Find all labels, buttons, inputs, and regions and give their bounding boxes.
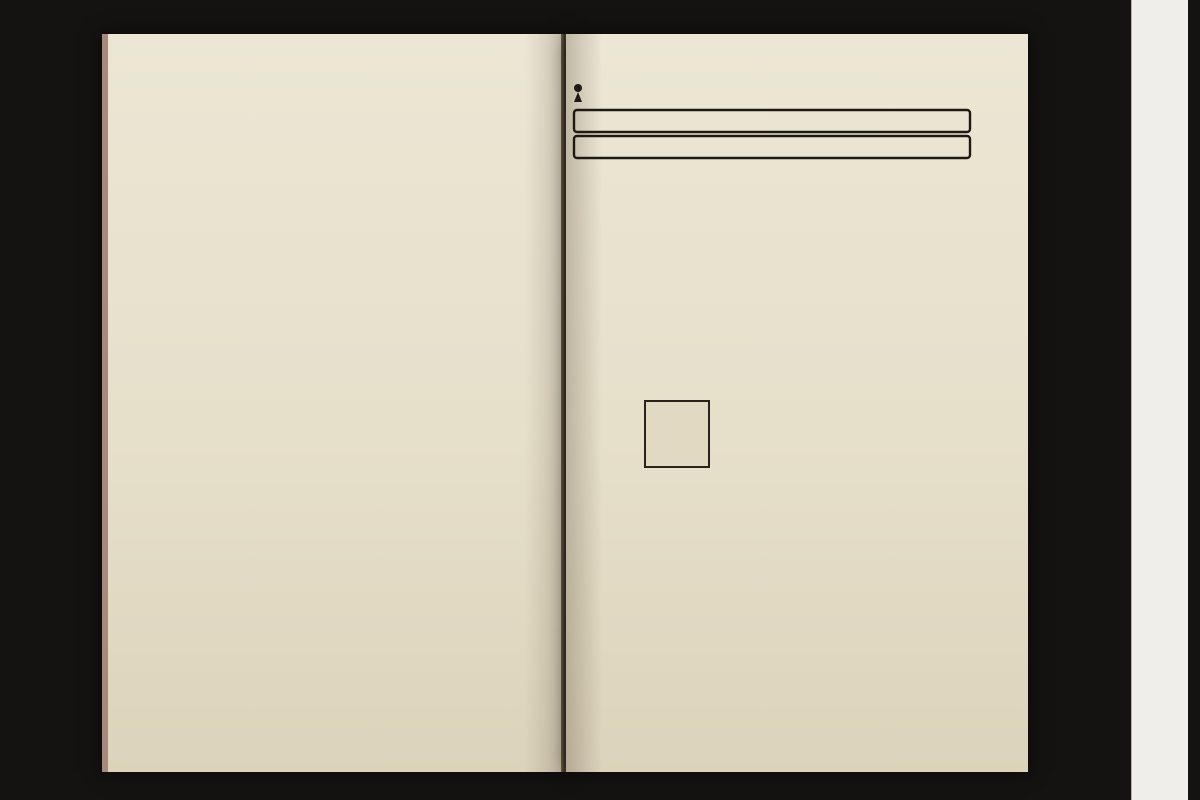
- left-page: [102, 34, 570, 772]
- decorated-initial: [644, 400, 710, 468]
- right-page: [566, 34, 1028, 772]
- ruler-scale: [1132, 0, 1188, 800]
- ornament-headpiece-icon: [566, 74, 986, 186]
- page-footer: [604, 702, 1004, 724]
- measurement-ruler: [1131, 0, 1188, 800]
